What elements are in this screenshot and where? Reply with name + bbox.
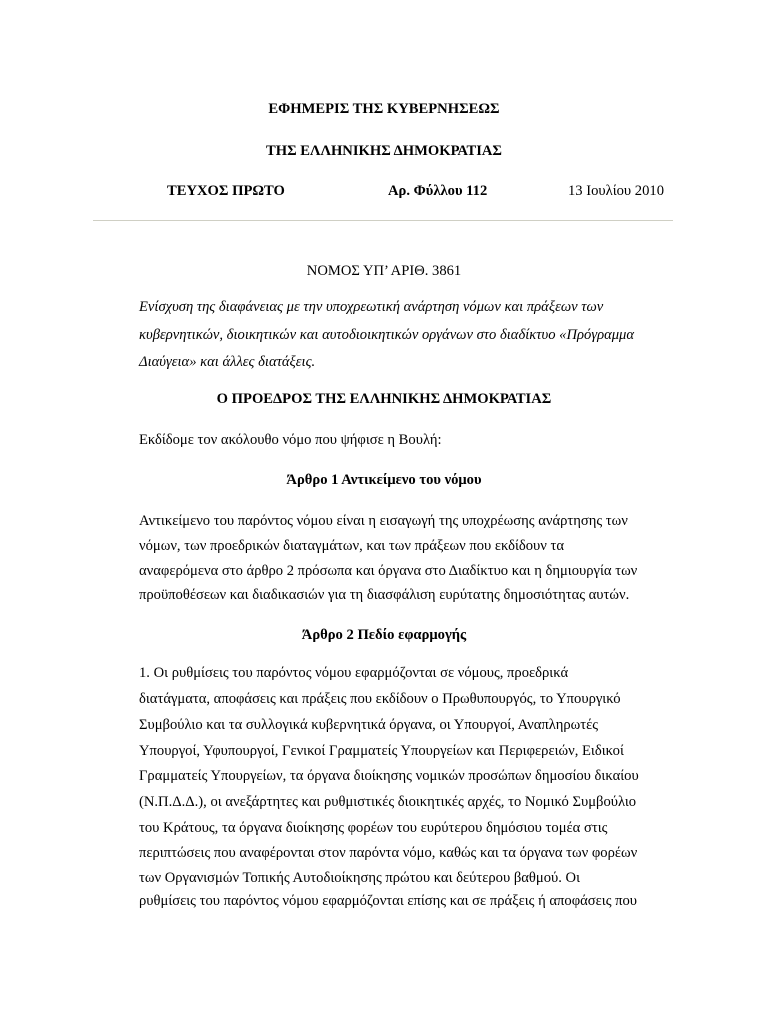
issue-date: 13 Ιουλίου 2010: [568, 183, 664, 199]
article-2-line: των Οργανισμών Τοπικής Αυτοδιοίκησης πρώτου και δεύτερου βαθμού. Οι: [139, 870, 580, 886]
article-2-line: ρυθμίσεις του παρόντος νόμου εφαρμόζονται επίσης και σε πράξεις ή αποφάσεις που: [139, 893, 638, 909]
issue-label: ΤΕΥΧΟΣ ΠΡΩΤΟ: [167, 183, 285, 199]
article-2-line: 1. Οι ρυθμίσεις του παρόντος νόμου εφαρμόζονται σε νόμους, προεδρικά: [139, 665, 569, 681]
republic-title: ΤΗΣ ΕΛΛΗΝΙΚΗΣ ΔΗΜΟΚΡΑΤΙΑΣ: [266, 143, 502, 159]
law-number: ΝΟΜΟΣ ΥΠ’ ΑΡΙΘ. 3861: [306, 263, 462, 279]
gazette-title: ΕΦΗΜΕΡΙΣ ΤΗΣ ΚΥΒΕΡΝΗΣΕΩΣ: [268, 101, 500, 117]
article-2-heading: Άρθρο 2 Πεδίο εφαρμογής: [301, 627, 467, 643]
article-2-line: Συμβούλιο και τα συλλογικά κυβερνητικά όργανα, οι Υπουργοί, Αναπληρωτές: [139, 717, 598, 733]
article-2-line: Γραμματείς Υπουργείων, τα όργανα διοίκησης νομικών προσώπων δημοσίου δικαίου: [139, 768, 639, 784]
article-1-heading: Άρθρο 1 Αντικείμενο του νόμου: [286, 472, 482, 488]
article-1-line: προϋποθέσεων και διαδικασιών για τη διασφάλιση ευρύτατης δημοσιότητας αυτών.: [139, 587, 630, 603]
article-2-line: διατάγματα, αποφάσεις και πράξεις που εκδίδουν ο Πρωθυπουργός, το Υπουργικό: [139, 691, 621, 707]
article-1-line: Αντικείμενο του παρόντος νόμου είναι η εισαγωγή της υποχρέωσης ανάρτησης των: [139, 513, 628, 529]
article-2-line: περιπτώσεις που αναφέρονται στον παρόντα νόμο, καθώς και τα όργανα των φορέων: [139, 845, 638, 861]
article-1-line: αναφερόμενα στο άρθρο 2 πρόσωπα και όργανα στο Διαδίκτυο και η δημιουργία των: [139, 563, 638, 579]
article-2-line: του Κράτους, τα όργανα διοίκησης φορέων του ευρύτερου δημόσιου τομέα στις: [139, 820, 608, 836]
article-1-line: νόμων, των προεδρικών διαταγμάτων, και των πράξεων που εκδίδουν τα: [139, 538, 565, 554]
law-subject-line: Διαύγεια» και άλλες διατάξεις.: [139, 354, 316, 370]
article-2-line: (Ν.Π.Δ.Δ.), οι ανεξάρτητες και ρυθμιστικές διοικητικές αρχές, το Νομικό Συμβούλιο: [139, 794, 637, 810]
law-subject-line: Ενίσχυση της διαφάνειας με την υποχρεωτική ανάρτηση νόμων και πράξεων των: [139, 299, 604, 315]
header-divider: [93, 220, 673, 221]
sheet-number: Αρ. Φύλλου 112: [388, 183, 488, 199]
law-subject-line: κυβερνητικών, διοικητικών και αυτοδιοικητικών οργάνων στο διαδίκτυο «Πρόγραμμα: [139, 327, 635, 343]
president-heading: Ο ΠΡΟΕΔΡΟΣ ΤΗΣ ΕΛΛΗΝΙΚΗΣ ΔΗΜΟΚΡΑΤΙΑΣ: [216, 391, 552, 407]
article-2-line: Υπουργοί, Υφυπουργοί, Γενικοί Γραμματείς Υπουργείων και Περιφερειών, Ειδικοί: [139, 743, 624, 759]
enactment-clause: Εκδίδομε τον ακόλουθο νόμο που ψήφισε η Βουλή:: [139, 432, 442, 448]
